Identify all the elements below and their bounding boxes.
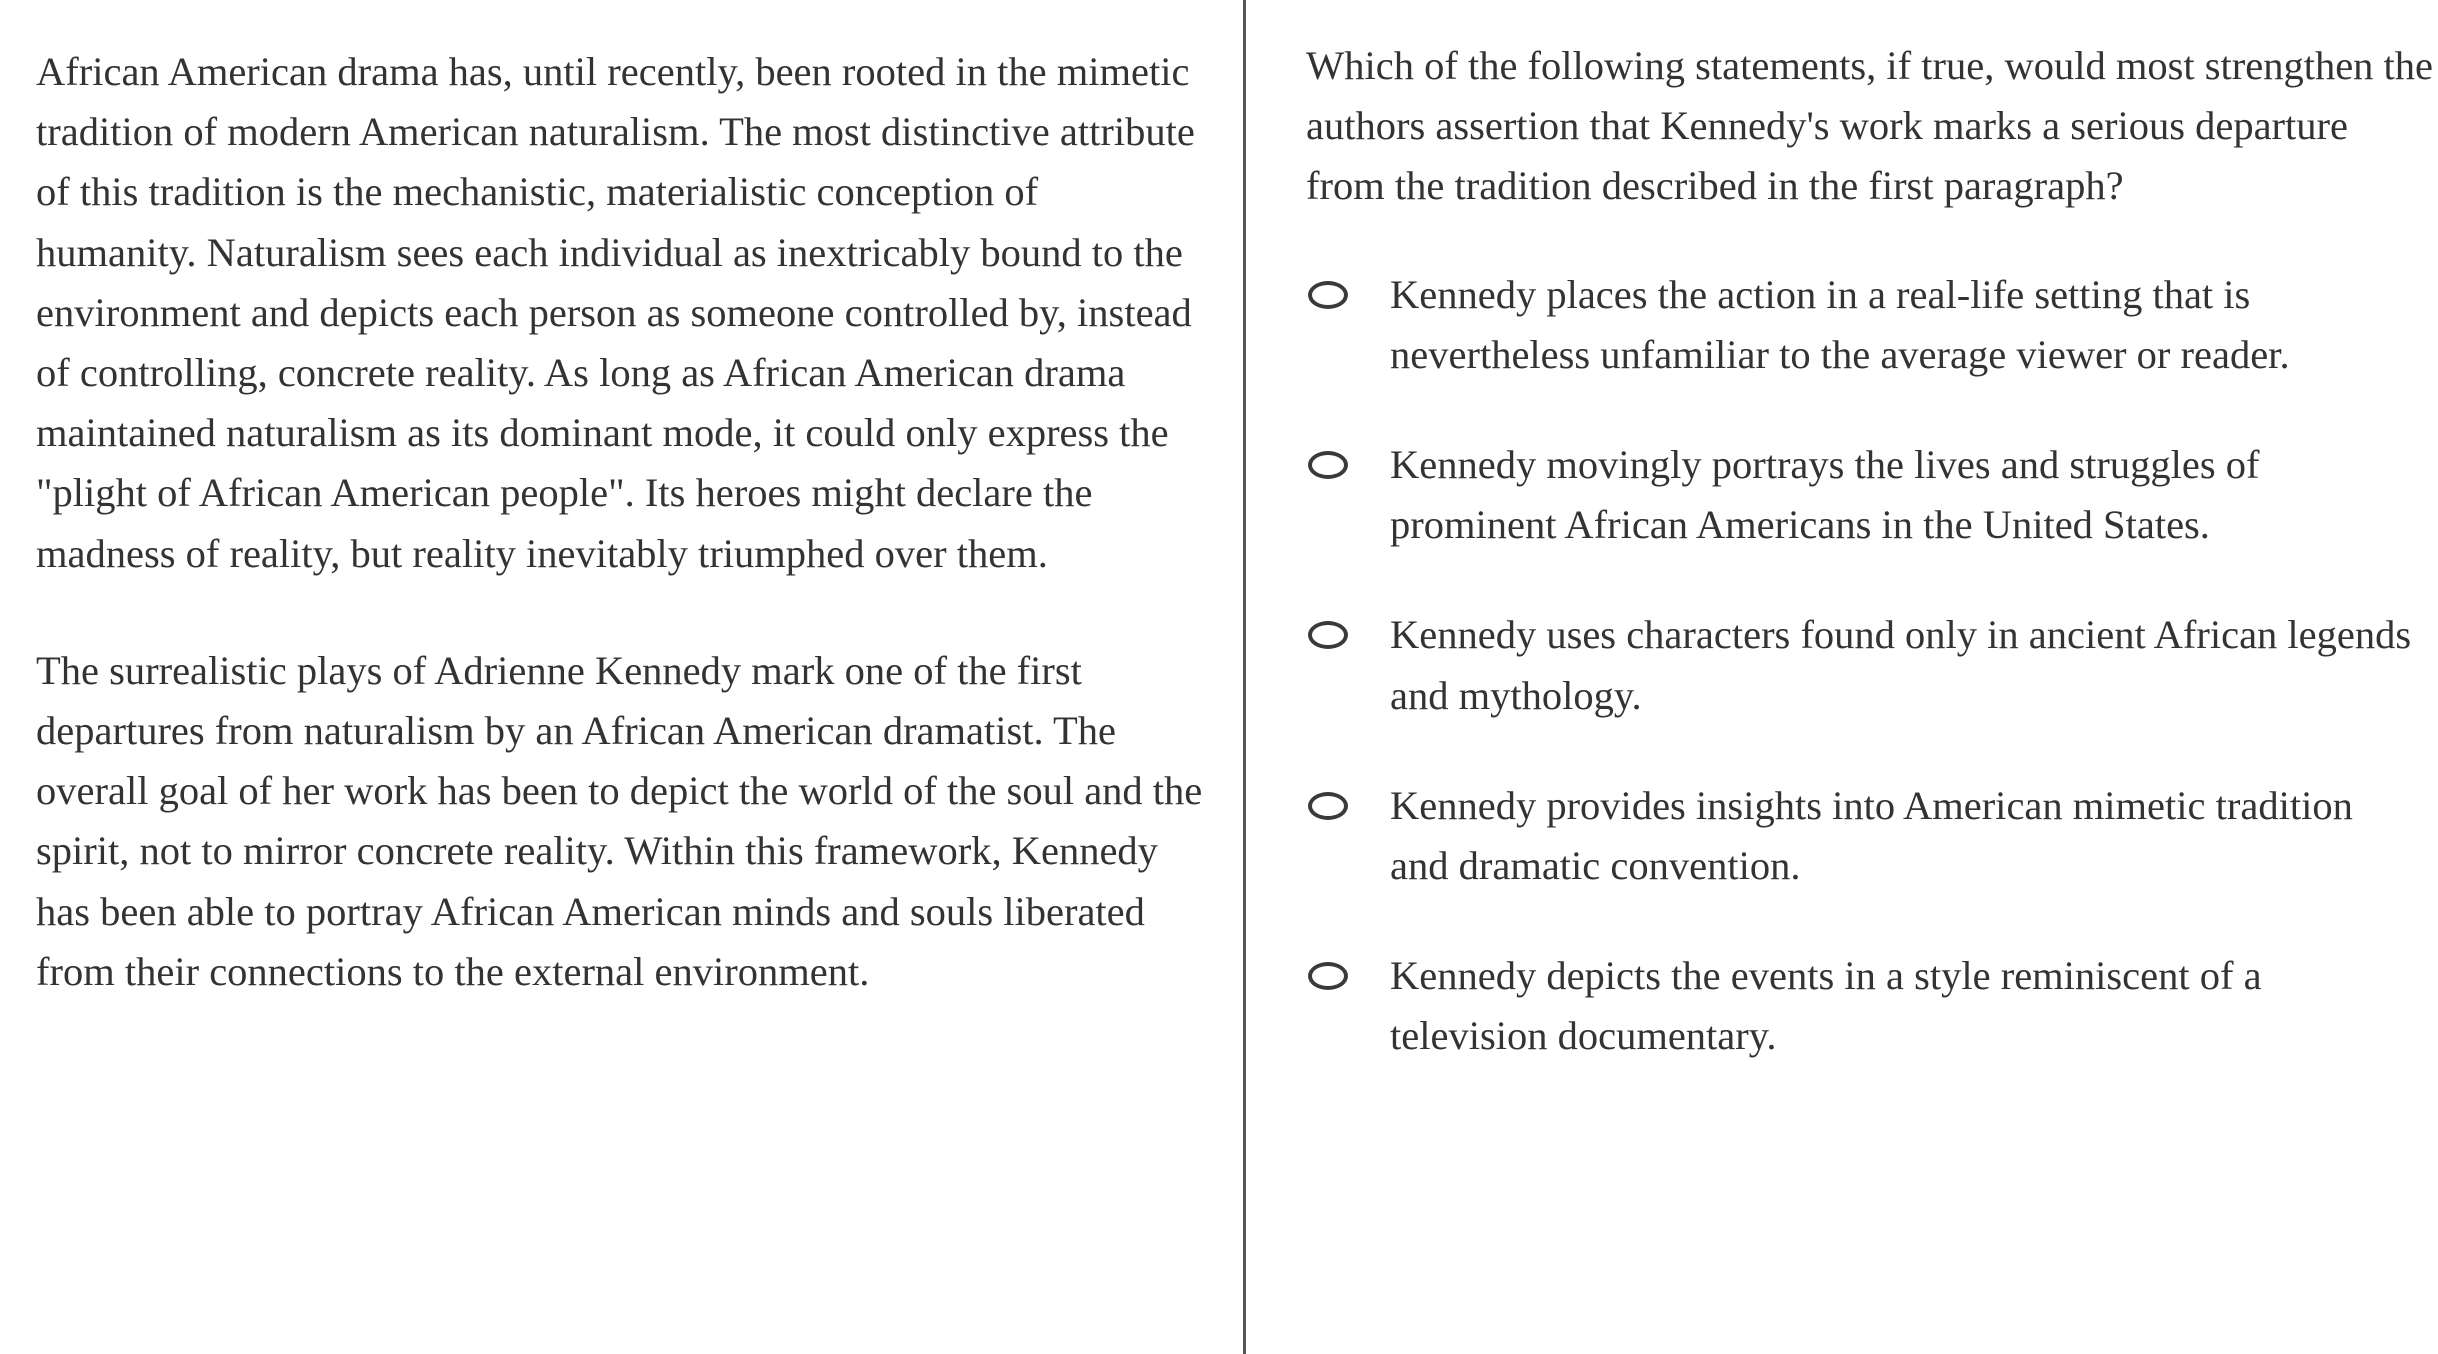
answer-choice-label[interactable]: Kennedy places the action in a real-life setting that is nevertheless unfamiliar to the average viewer or reader. [1390,271,2290,377]
answer-choice-3[interactable] [1306,605,2438,725]
question-pane [1246,0,2438,1354]
radio-button-icon[interactable] [1308,792,1348,820]
radio-button-icon[interactable] [1308,281,1348,309]
passage-paragraph-1: African American drama has, until recently, been rooted in the mimetic tradition of modern American naturalism. The most distinctive attribute of this tradition is the mechanistic, materialistic conception of humanity. Naturalism sees each individual as inextricably bound to the environment and depicts each person as someone controlled by, instead of controlling, concrete reality. As long as African American drama maintained naturalism as its dominant mode, it could only express the "plight of African American people". Its heroes might declare the madness of reality, but reality inevitably triumphed over them. [36,49,1195,576]
radio-button-icon[interactable] [1308,962,1348,990]
answer-choice-5[interactable] [1306,946,2438,1066]
question-stem: Which of the following statements, if true, would most strengthen the authors assertion that Kennedy's work marks a serious departure from the tradition described in the first paragraph? [1306,43,2434,209]
answer-choice-4[interactable] [1306,776,2438,896]
radio-button-icon[interactable] [1308,451,1348,479]
answer-choice-label[interactable]: Kennedy provides insights into American mimetic tradition and dramatic convention. [1390,782,2353,889]
answer-choice-label[interactable]: Kennedy uses characters found only in ancient African legends and mythology. [1390,612,2412,718]
answer-choice-label[interactable]: Kennedy depicts the events in a style reminiscent of a television documentary. [1390,953,2262,1059]
passage-paragraph-2: The surrealistic plays of Adrienne Kennedy mark one of the first departures from naturalism by an African American dramatist. The overall goal of her work has been to depict the world of the soul and the spirit, not to mirror concrete reality. Within this framework, Kennedy has been able to portray African American minds and souls liberated from their connections to the external environment. [36,647,1203,994]
answer-choices [1306,265,2438,1067]
answer-choice-1[interactable] [1306,265,2438,385]
answer-choice-label[interactable]: Kennedy movingly portrays the lives and struggles of prominent African Americans in the United States. [1390,442,2260,548]
answer-choice-2[interactable] [1306,435,2438,555]
radio-button-icon[interactable] [1308,621,1348,649]
